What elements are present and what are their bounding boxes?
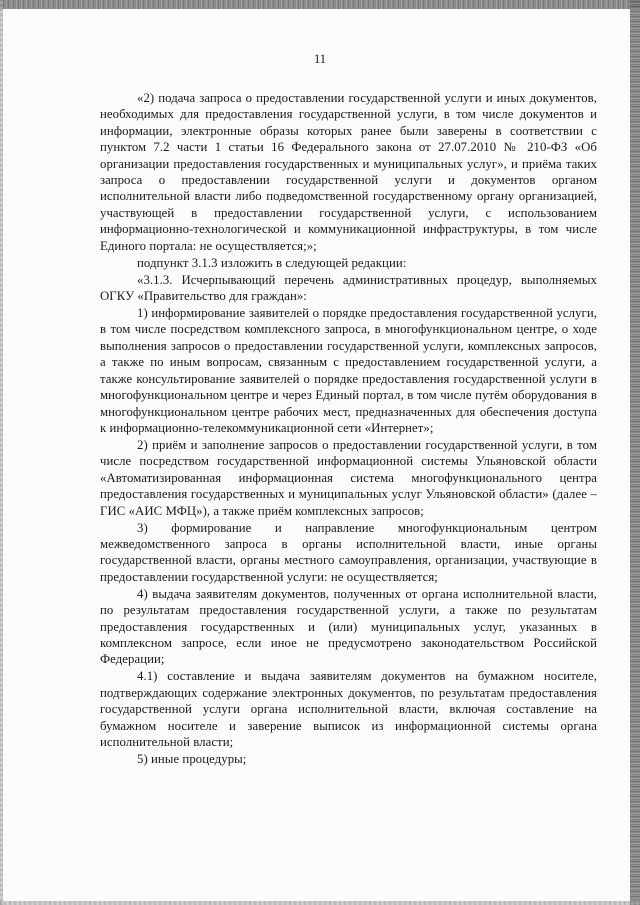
paragraph: 1) информирование заявителей о порядке предоставления государственной услуги, в том числе посредством комплексного запроса, в многофункциональном центре, о ходе выполнения запросов о предоставлении государственной услуги, комплексных запросов, а также по иным вопросам, связанным с предоставлением государственной услуги, а также консультирование заявителей о порядке предоставления государственной услуги в многофункциональном центре и через Единый портал, в том числе путём оборудования в многофункциональном центре рабочих мест, предназначенных для обеспечения доступа к информационно-телекоммуникационной сети «Интернет»;	[100, 306, 597, 435]
scan-edge-right	[630, 0, 640, 905]
document-body	[100, 90, 597, 768]
paragraph: 4.1) составление и выдача заявителям документов на бумажном носителе, подтверждающих содержание электронных документов, по результатам предоставления государственной услуги органа исполнительной власти, включая составление на бумажном носителе и заверение выписок из информационной системы органа исполнительной власти;	[100, 669, 597, 749]
paragraph: 3) формирование и направление многофункциональным центром межведомственного запроса в органы исполнительной власти, иные органы государственной власти, органы местного самоуправления, организации, участвующие в предоставлении государственной услуги: не осуществляется;	[100, 520, 597, 584]
scan-edge-top	[0, 0, 640, 9]
paragraph: «2) подача запроса о предоставлении государственной услуги и иных документов, необходимых для предоставления государственной услуги, в том числе документов и информации, электронные образы которых ранее были заверены в соответствии с пунктом 7.2 части 1 статьи 16 Федерального закона от 27.07.2010 № 210-ФЗ «Об организации предоставления государственных и муниципальных услуг», и приёма таких запроса о предоставлении государственной услуги и документов органом исполнительной власти либо подведомственной государственному органу организацией, участвующей в предоставлении государственной услуги, с использованием информационно-технологической и коммуникационной инфраструктуры, в том числе Единого портала: не осуществляется;»;	[100, 91, 597, 253]
paragraph: 5) иные процедуры;	[137, 752, 247, 766]
scan-edge-bottom	[0, 901, 640, 905]
page-number: 11	[313, 52, 327, 66]
paragraph: «3.1.3. Исчерпывающий перечень административных процедур, выполняемых ОГКУ «Правительство для граждан»:	[100, 272, 597, 304]
paragraph: подпункт 3.1.3 изложить в следующей редакции:	[137, 255, 407, 270]
scan-edge-left	[0, 0, 3, 905]
paragraph: 4) выдача заявителям документов, полученных от органа исполнительной власти, по результатам предоставления государственной услуги, а также по результатам предоставления государственных и (или) муниципальных услуг, указанных в комплексном запросе, если иное не предусмотрено законодательством Российской Федерации;	[100, 586, 597, 667]
paragraph: 2) приём и заполнение запросов о предоставлении государственной услуги, в том числе посредством государственной информационной системы Ульяновской области «Автоматизированная информационная система многофункционального центра предоставления государственных и муниципальных услуг Ульяновской области» (далее – ГИС «АИС МФЦ»), а также приём комплексных запросов;	[100, 437, 597, 518]
